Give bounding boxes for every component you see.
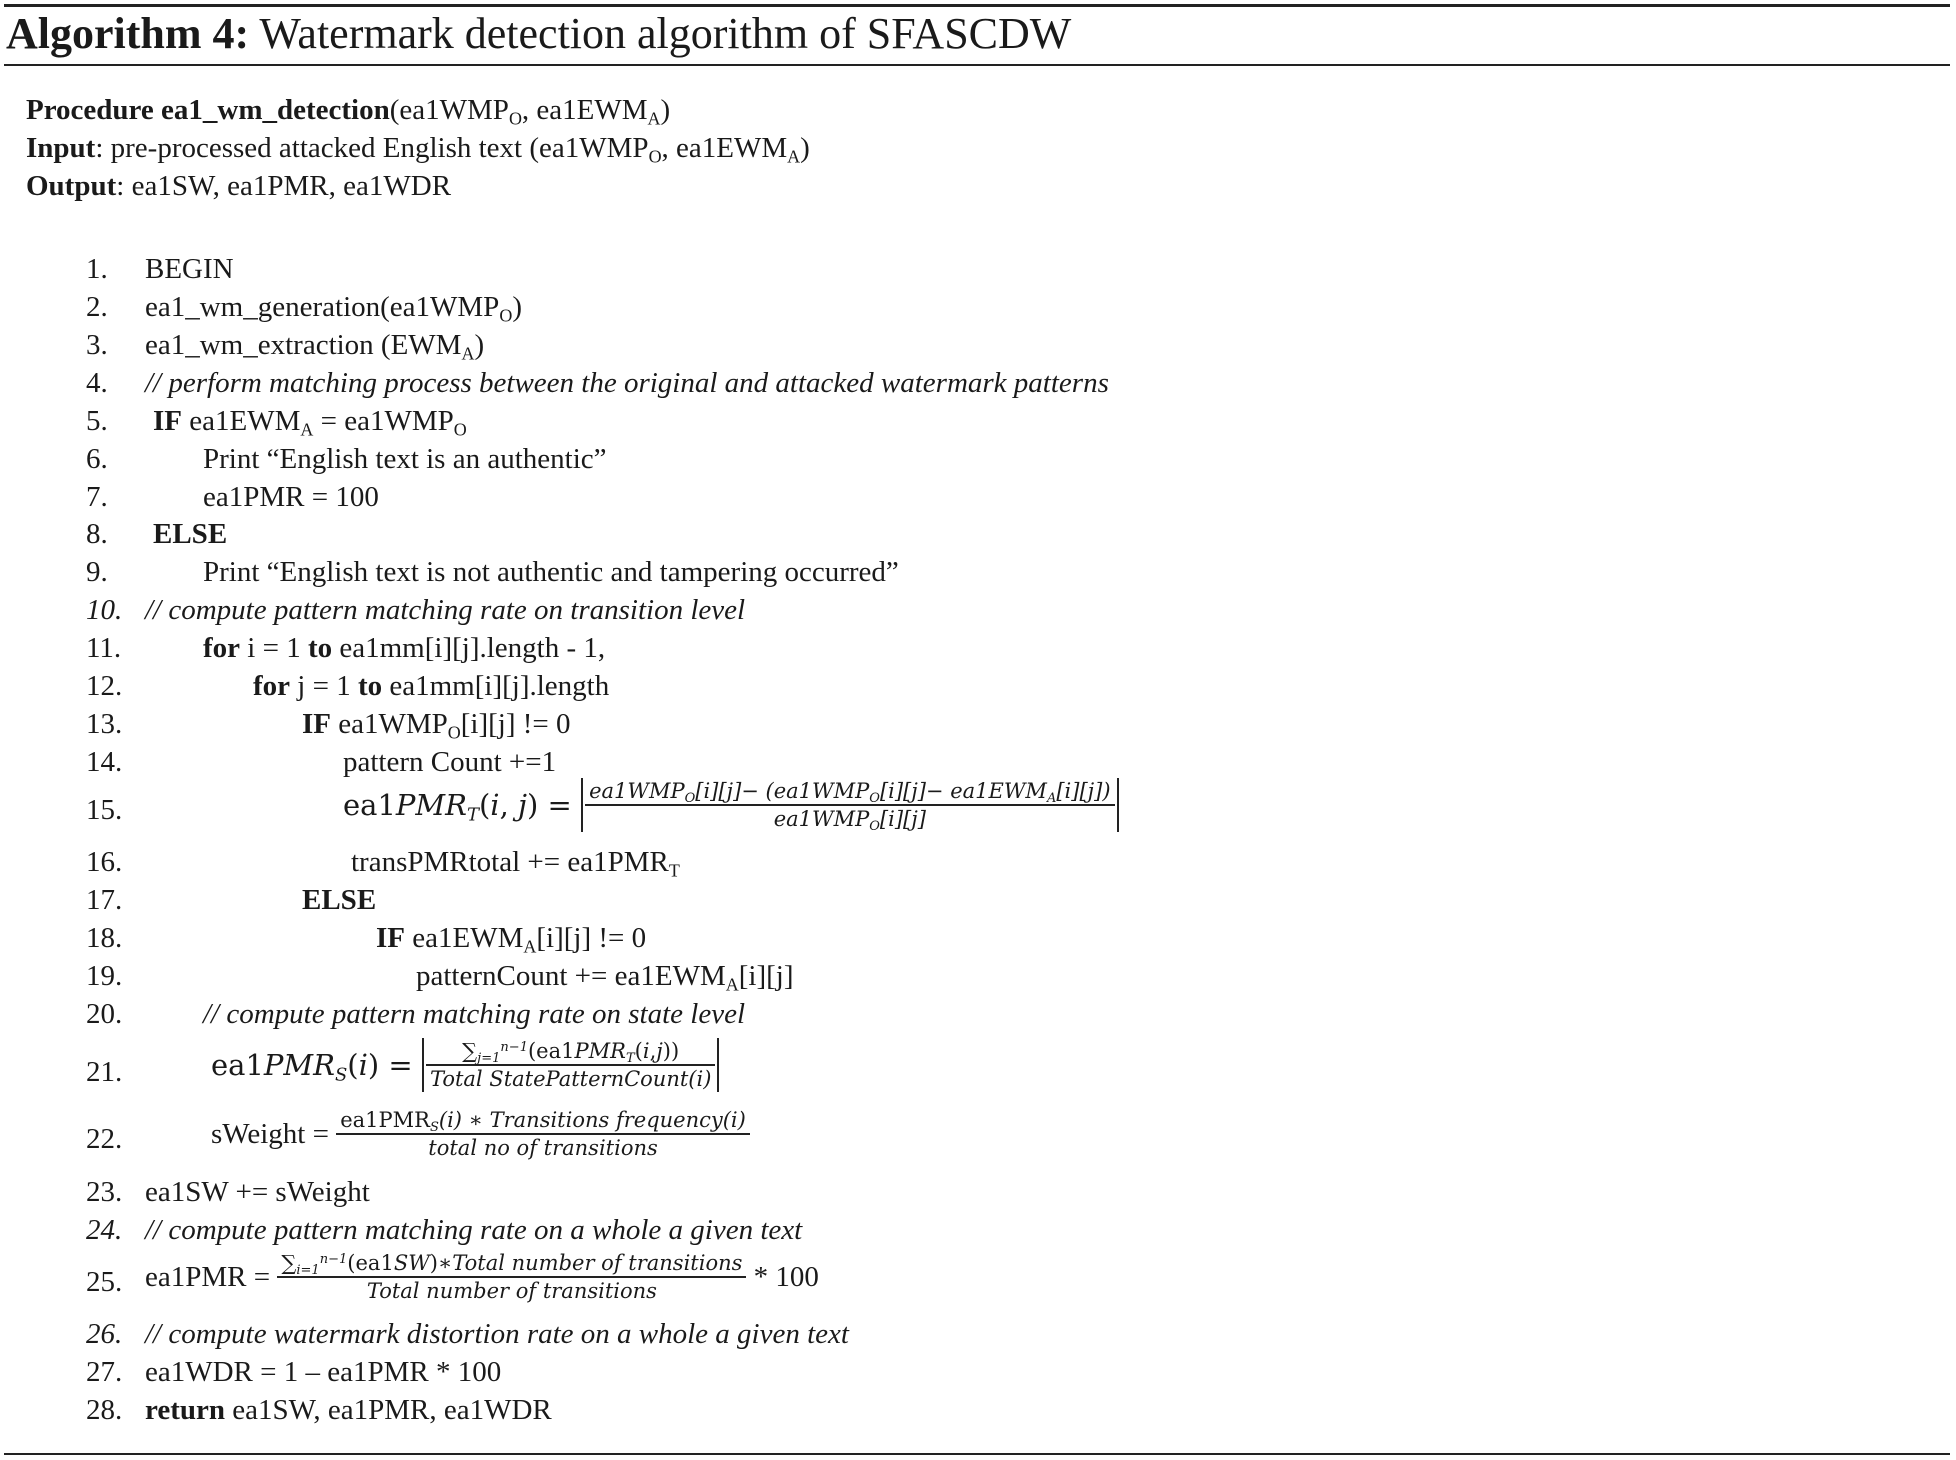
absolute-value-bars: $\frac{\sum_{j=1}^{n-1}(ea1PMR_T(i,j))}{\text{Total StatePatternCount(i)}}$ [422,1038,719,1092]
pmr-state-formula: $ea1PMR_S(i)$ = $\frac{\sum_{j=1}^{n-1}(ea1PMR_T(i,j))}{\text{Total StatePatternCount(i)}}$ [211,1038,719,1092]
procedure-line: Procedure $ea1\_wm\_detection(ea1WMP_O$, $ea1EWM_A$) [26,94,671,129]
pmr-whole-fraction: $\frac{\sum_{i=1}^{n-1}(ea1SW)∗Total number of transitions}{\text{Total number of transitions}}$ [277,1250,746,1304]
sweight-fraction: $\frac{ea1PMR_S(i) ∗ Transitions frequency(i)}{\text{total no of transitions}}$ [336,1107,750,1161]
algorithm-name: Watermark detection algorithm of SFASCDW [259,9,1072,58]
absolute-value-bars: $\frac{ea1WMP_O[i][j]- (ea1WMP_O[i][j]- ea1EWM_A[i][j])}{ea1WMP_O[i][j]}$ [581,778,1118,832]
algorithm-box: Algorithm 4: Watermark detection algorithm of SFASCDW Procedure $ea1\_wm\_detection(ea1WMP_O$, $ea1EWM_A$) Input: pre-processed attacked English text ($ea1WMP_O$, $ea1EWM_A$) Output: ea1SW, ea1PMR, ea1WDR 1. BEGIN 2. $ea1\_wm\_generation(ea1WMP_O)$ 3. ea1_wm_extraction $(EWM_A)$ 4. // perform matching process between the original and attacked watermark patterns 5. IF $ea1EWM_A = ea1WMP_O$ 6. Print “English text is an authentic” 7. ea1PMR = 100 8. ELSE 9. Print “English text is not authentic and tampering occurred” 10. // compute pattern matching rate on transition level 11. for i = 1 to ea1mm[i][j].length - 1, 12. for j = 1 to ea1mm[i][j].length 13. IF $ea1WMP_O[i][j]$ != 0 14. pattern Count +=1 15. $ea1PMR_T(i$, j) = $\frac{ea1WMP_O[i][j]- (ea1WMP_O[i][j]- ea1EWM_A[i][j])}{ea1WMP_O[i][j]}$ 16. transPMRtotal += $ea1PMR_T$ 17. ELSE 18. IF $ea1EWM_A[i][j]$ != 0 19. patternCount += $ea1EWM_A[i][j]$ 20. // compute pattern matching rate on state level 21. $ea1PMR_S(i)$ = $\frac{\sum_{j=1}^{n-1}(ea1PMR_T(i,j))}{\text{Total StatePatternCount(i)}}$ 22. sWeight = $\frac{ea1PMR_S(i) ∗ Transitions frequency(i)}{\text{total no of transitions}}$ 23. ea1SW += sWeight 24. // compute pattern matching rate on a whole a given text 25. ea1PMR = $\frac{\sum_{i=1}^{n-1}(ea1SW)∗Total number of transitions}{\text{Total number of transitions}}$ * 100 26. // compute watermark distortion rate on a whole a given text 27. ea1WDR = 1 – ea1PMR * 100 28. return ea1SW, ea1PMR, ea1WDR [0,0,1956,1460]
bottom-rule [4,1453,1950,1455]
algorithm-title [6,8,1071,60]
top-rule [4,4,1950,7]
pmr-transition-formula: $ea1PMR_T(i$, j) = $\frac{ea1WMP_O[i][j]- (ea1WMP_O[i][j]- ea1EWM_A[i][j])}{ea1WMP_O[i][j]}$ [343,778,1119,832]
output-line: Output: ea1SW, ea1PMR, ea1WDR [26,170,452,202]
input-line: Input: pre-processed attacked English text ($ea1WMP_O$, $ea1EWM_A$) [26,132,810,167]
algorithm-label: Algorithm 4: [6,9,250,58]
title-rule [4,64,1950,66]
